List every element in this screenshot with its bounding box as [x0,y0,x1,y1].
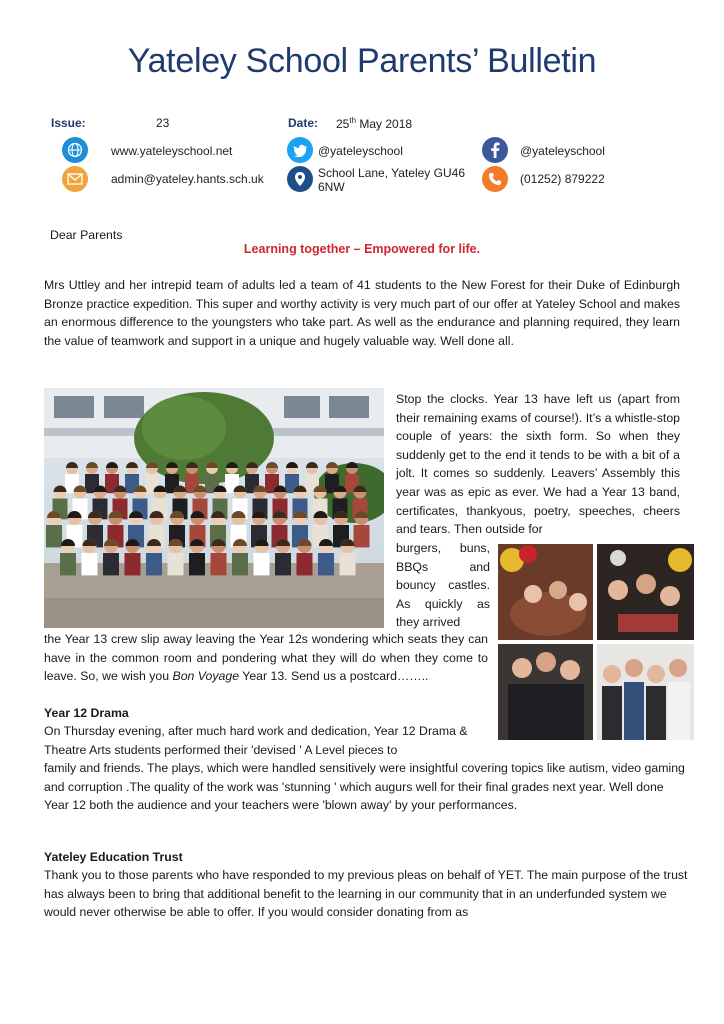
trust-paragraph: Thank you to those parents who have responded to my previous pleas on behalf of YET. The main purpose of the trust has always been to bring that additional benefit to the learning in our community that in an underfunded system we would never otherwise be able to offer. If you would consider donating from as [44,868,688,920]
year13-group-photo [44,388,384,628]
twitter-bird-icon [287,137,313,163]
drama-paragraph-bottom: family and friends. The plays, which were handled sensitively were insightful covering topics like autism, video gaming and corruption .The quality of the work was 'stunning ' which augurs well for their final grades next year. Well done Year 12 both the audience and your teachers were 'blown away' by your performances. [44,761,685,813]
school-address: School Lane, Yateley GU46 6NW [318,166,465,194]
globe-icon [62,137,88,163]
student-figure-body [354,525,370,547]
student-figure-body [318,553,334,575]
year13-paragraph-mid: burgers, buns, BBQs and bouncy castles. As quickly as they arrived [396,541,490,630]
student-figure-body [146,553,162,575]
student-figure-body [125,553,141,575]
facebook-icon [482,137,508,163]
phone-number[interactable]: (01252) 879222 [520,172,605,186]
student-figure-body [189,553,205,575]
phone-icon [482,166,508,192]
website-link[interactable]: www.yateleyschool.net [111,144,233,158]
email-contact [62,166,88,192]
trust-heading: Yateley Education Trust [44,850,183,864]
student-figure-body [168,553,184,575]
intro-paragraph: Mrs Uttley and her intrepid team of adults led a team of 41 students to the New Forest for their Duke of Edinburgh Bronze practice expedition. This super and worthy activity is very much part of our offer at Yateley School and makes an enormous difference to the youngsters who take part. As well as the endurance and planning required, they learn the value of teamwork and support in a unique and hugely valuable way. Well done all. [44,278,680,348]
leavers-party-collage [498,544,694,740]
phone-contact [482,166,508,192]
year13-paragraph-bottom: the Year 13 crew slip away leaving the Year 12s wondering which seats they can have in the common room and pondering what they will do when they come to leave. So, we wish you Bon Voyage Year 13. Send us a postcard…….. [44,632,488,684]
drama-paragraph-top: On Thursday evening, after much hard work and dedication, Year 12 Drama & Theatre Arts students performed their 'devised ' A Level pieces to [44,724,468,757]
school-motto: Learning together – Empowered for life. [243,242,481,256]
twitter-contact [287,137,313,163]
facebook-handle[interactable]: @yateleyschool [520,144,605,158]
student-figure-body [60,553,76,575]
student-figure-body [275,553,291,575]
student-figure-body [211,553,227,575]
student-figure-body [340,553,356,575]
student-figure-body [46,525,62,547]
student-figure-body [254,553,270,575]
student-figure-body [82,553,98,575]
email-link[interactable]: admin@yateley.hants.sch.uk [111,172,264,186]
student-figure-body [297,553,313,575]
location-pin-icon [287,166,313,192]
issue-value: 23 [156,116,170,130]
salutation: Dear Parents [50,228,123,242]
envelope-icon [62,166,88,192]
website-contact [62,137,88,163]
drama-heading: Year 12 Drama [44,706,129,720]
year13-paragraph-top: Stop the clocks. Year 13 have left us (apart from their remaining exams of course!). It’s a whistle-stop couple of years: the sixth form. So when they suddenly get to the end it tends to be with a bit of a jolt. It comes so suddenly. Leavers’ Assembly this year was as epic as ever. We had a Year 13 band, certificates, thankyous, poetry, speeches, cheers and tears. Then outside for [396,392,680,537]
student-figure-body [103,553,119,575]
twitter-handle[interactable]: @yateleyschool [318,144,403,158]
date-label: Date: [288,116,319,130]
issue-label: Issue: [51,116,86,130]
bulletin-title: Yateley School Parents’ Bulletin [127,42,597,80]
student-figure-body [232,553,248,575]
facebook-contact [482,137,508,163]
date-value: 25th May 2018 [336,116,413,131]
address-contact [287,166,313,192]
